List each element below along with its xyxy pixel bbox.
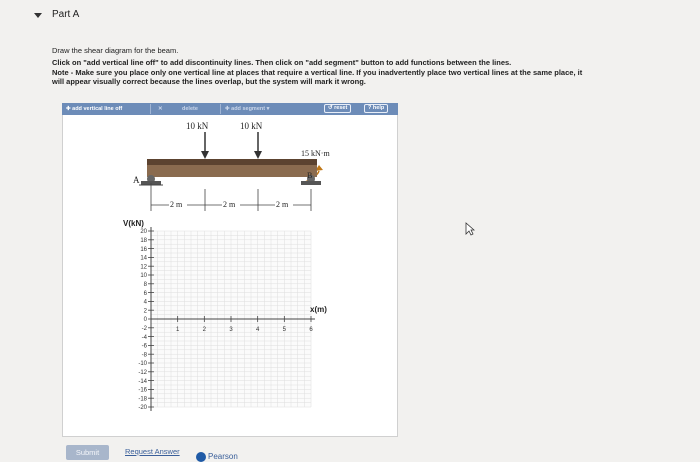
instruction-line-2: Click on "add vertical line off" to add discontinuity lines. Then click on "add segment" button to add functions between the lines.: [52, 58, 512, 67]
pearson-circle-icon: [196, 452, 206, 462]
support-b-label: B: [307, 171, 313, 180]
plus-icon: ✚: [66, 106, 71, 112]
moment-label: 15 kN·m: [301, 149, 330, 158]
add-segment-label: add segment: [231, 106, 266, 112]
y-tick-label: 18: [140, 238, 147, 244]
dim-2-label: 2 m: [223, 200, 236, 209]
help-button[interactable]: [364, 104, 388, 113]
delete-x-icon[interactable]: ✕: [158, 106, 163, 112]
dropdown-arrow-icon: ▾: [266, 106, 270, 112]
load-arrow-1: [201, 132, 209, 159]
pearson-wordmark: Pearson: [208, 452, 238, 462]
toolbar-divider: [220, 104, 221, 114]
y-tick-label: -2: [141, 326, 147, 332]
y-tick-label: -6: [141, 343, 147, 350]
dim-3-label: 2 m: [276, 200, 289, 209]
dim-1-label: 2 m: [170, 200, 183, 209]
mouse-cursor-icon: [465, 222, 475, 236]
help-icon: ?: [368, 105, 372, 111]
y-tick-label: 6: [143, 290, 147, 297]
beam-and-shear-diagram: [63, 115, 399, 437]
reset-button[interactable]: [324, 104, 351, 113]
beam: [147, 165, 317, 177]
y-tick-label: 8: [143, 282, 147, 288]
x-tick-label: 4: [255, 327, 260, 333]
y-axis-label: V(kN): [123, 219, 144, 228]
y-tick-label: 4: [143, 299, 147, 306]
instruction-line-1: Draw the shear diagram for the beam.: [52, 46, 179, 55]
y-tick-label: -4: [141, 334, 147, 341]
help-label: help: [372, 105, 385, 111]
y-tick-label: 20: [140, 229, 147, 236]
drawing-toolbar: [62, 103, 398, 115]
x-tick-label: 6: [309, 327, 313, 333]
load-2-label: 10 kN: [240, 121, 263, 131]
add-vertical-line-label: add vertical line off: [72, 106, 123, 112]
part-title: Part A: [52, 9, 80, 20]
y-tick-label: -12: [138, 370, 147, 376]
x-axis-label: x(m): [310, 305, 327, 314]
x-tick-label: 2: [202, 327, 207, 333]
support-a-label: A: [133, 175, 140, 185]
instruction-line-4: will appear visually correct because the lines overlap, but the system will mark it wrong.: [52, 77, 366, 86]
add-segment-button[interactable]: [225, 103, 269, 115]
load-arrow-2: [254, 132, 262, 159]
submit-button[interactable]: Submit: [66, 445, 109, 460]
plus-icon: ✚: [225, 106, 230, 112]
reset-label: reset: [334, 105, 348, 111]
y-tick-label: 14: [140, 255, 147, 262]
x-tick-label: 3: [229, 327, 233, 333]
y-tick-label: -16: [138, 387, 147, 394]
y-tick-label: 10: [140, 273, 147, 280]
beam-top: [147, 159, 317, 165]
collapse-triangle-icon[interactable]: [34, 13, 42, 18]
instruction-line-3: Note - Make sure you place only one vertical line at places that require a vertical line. If you inadvertently place two vertical lines at the same place, it: [52, 68, 583, 77]
y-tick-label: 2: [143, 308, 147, 315]
drawing-canvas[interactable]: [62, 115, 398, 437]
toolbar-divider: [150, 104, 151, 114]
x-tick-label: 1: [175, 327, 180, 333]
y-tick-label: 16: [140, 246, 147, 253]
y-tick-label: -18: [138, 396, 147, 403]
load-1-label: 10 kN: [186, 121, 209, 131]
y-tick-label: -10: [138, 361, 147, 368]
delete-button[interactable]: delete: [182, 106, 198, 112]
add-vertical-line-button[interactable]: [66, 103, 122, 115]
y-tick-label: -20: [138, 405, 147, 412]
request-answer-link[interactable]: Request Answer: [125, 447, 180, 456]
reset-icon: ↺: [328, 105, 333, 111]
pearson-logo: [196, 452, 238, 462]
y-tick-label: -8: [141, 352, 147, 359]
y-tick-label: 0: [143, 317, 147, 324]
shear-grid[interactable]: [151, 227, 315, 411]
y-tick-label: -14: [138, 378, 147, 385]
part-header[interactable]: [0, 0, 700, 30]
x-tick-label: 5: [282, 327, 287, 333]
y-tick-label: 12: [140, 264, 147, 271]
